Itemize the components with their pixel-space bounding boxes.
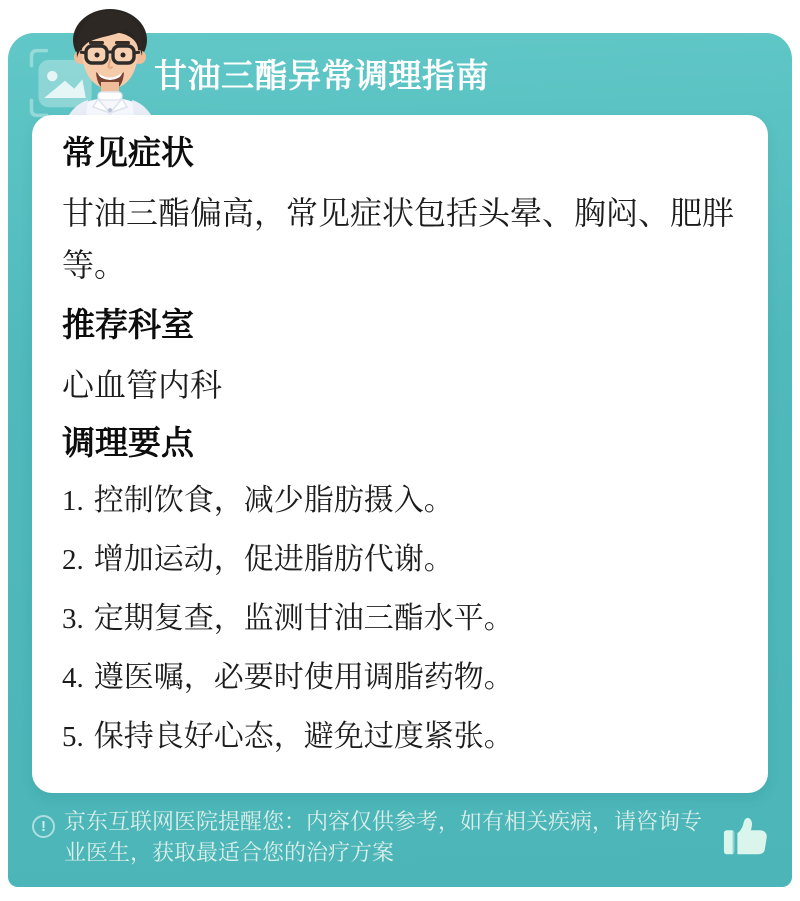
- thumbs-up-button[interactable]: [722, 815, 772, 859]
- list-item-text: 保持良好心态，避免过度紧张。: [93, 720, 514, 753]
- content-card: [32, 115, 768, 793]
- list-item: [62, 603, 740, 635]
- section-heading-department: 推荐科室: [62, 306, 194, 343]
- section-heading-symptoms: 常见症状: [62, 134, 194, 171]
- list-item-text: 定期复查，监测甘油三酯水平。: [93, 602, 514, 635]
- list-item-number: 5.: [62, 721, 84, 753]
- section-body-department: 心血管内科: [62, 367, 223, 403]
- list-item: [62, 485, 740, 517]
- list-item-text: 增加运动，促进脂肪代谢。: [93, 543, 454, 576]
- list-item-number: 2.: [62, 544, 84, 576]
- list-item-text: 控制饮食，减少脂肪摄入。: [93, 484, 454, 517]
- list-item: [62, 544, 740, 576]
- thumbs-up-icon: [722, 847, 772, 862]
- list-item: [62, 662, 740, 694]
- disclaimer-text: 京东互联网医院提醒您：内容仅供参考，如有相关疾病，请咨询专业医生，获取最适合您的治疗方案: [64, 809, 703, 865]
- guide-panel: [8, 33, 792, 887]
- section-body-symptoms: 甘油三酯偏高，常见症状包括头晕、胸闷、肥胖等。: [62, 195, 735, 283]
- list-item-number: 3.: [62, 603, 84, 635]
- tips-list: [62, 485, 740, 753]
- list-item-number: 4.: [62, 662, 84, 694]
- page-title: 甘油三酯异常调理指南: [154, 57, 489, 94]
- list-item: [62, 721, 740, 753]
- exclamation-circle-icon: !: [32, 815, 55, 838]
- list-item-number: 1.: [62, 485, 84, 517]
- section-heading-tips: 调理要点: [62, 424, 194, 461]
- list-item-text: 遵医嘱，必要时使用调脂药物。: [93, 661, 514, 694]
- disclaimer-footer: [8, 793, 792, 887]
